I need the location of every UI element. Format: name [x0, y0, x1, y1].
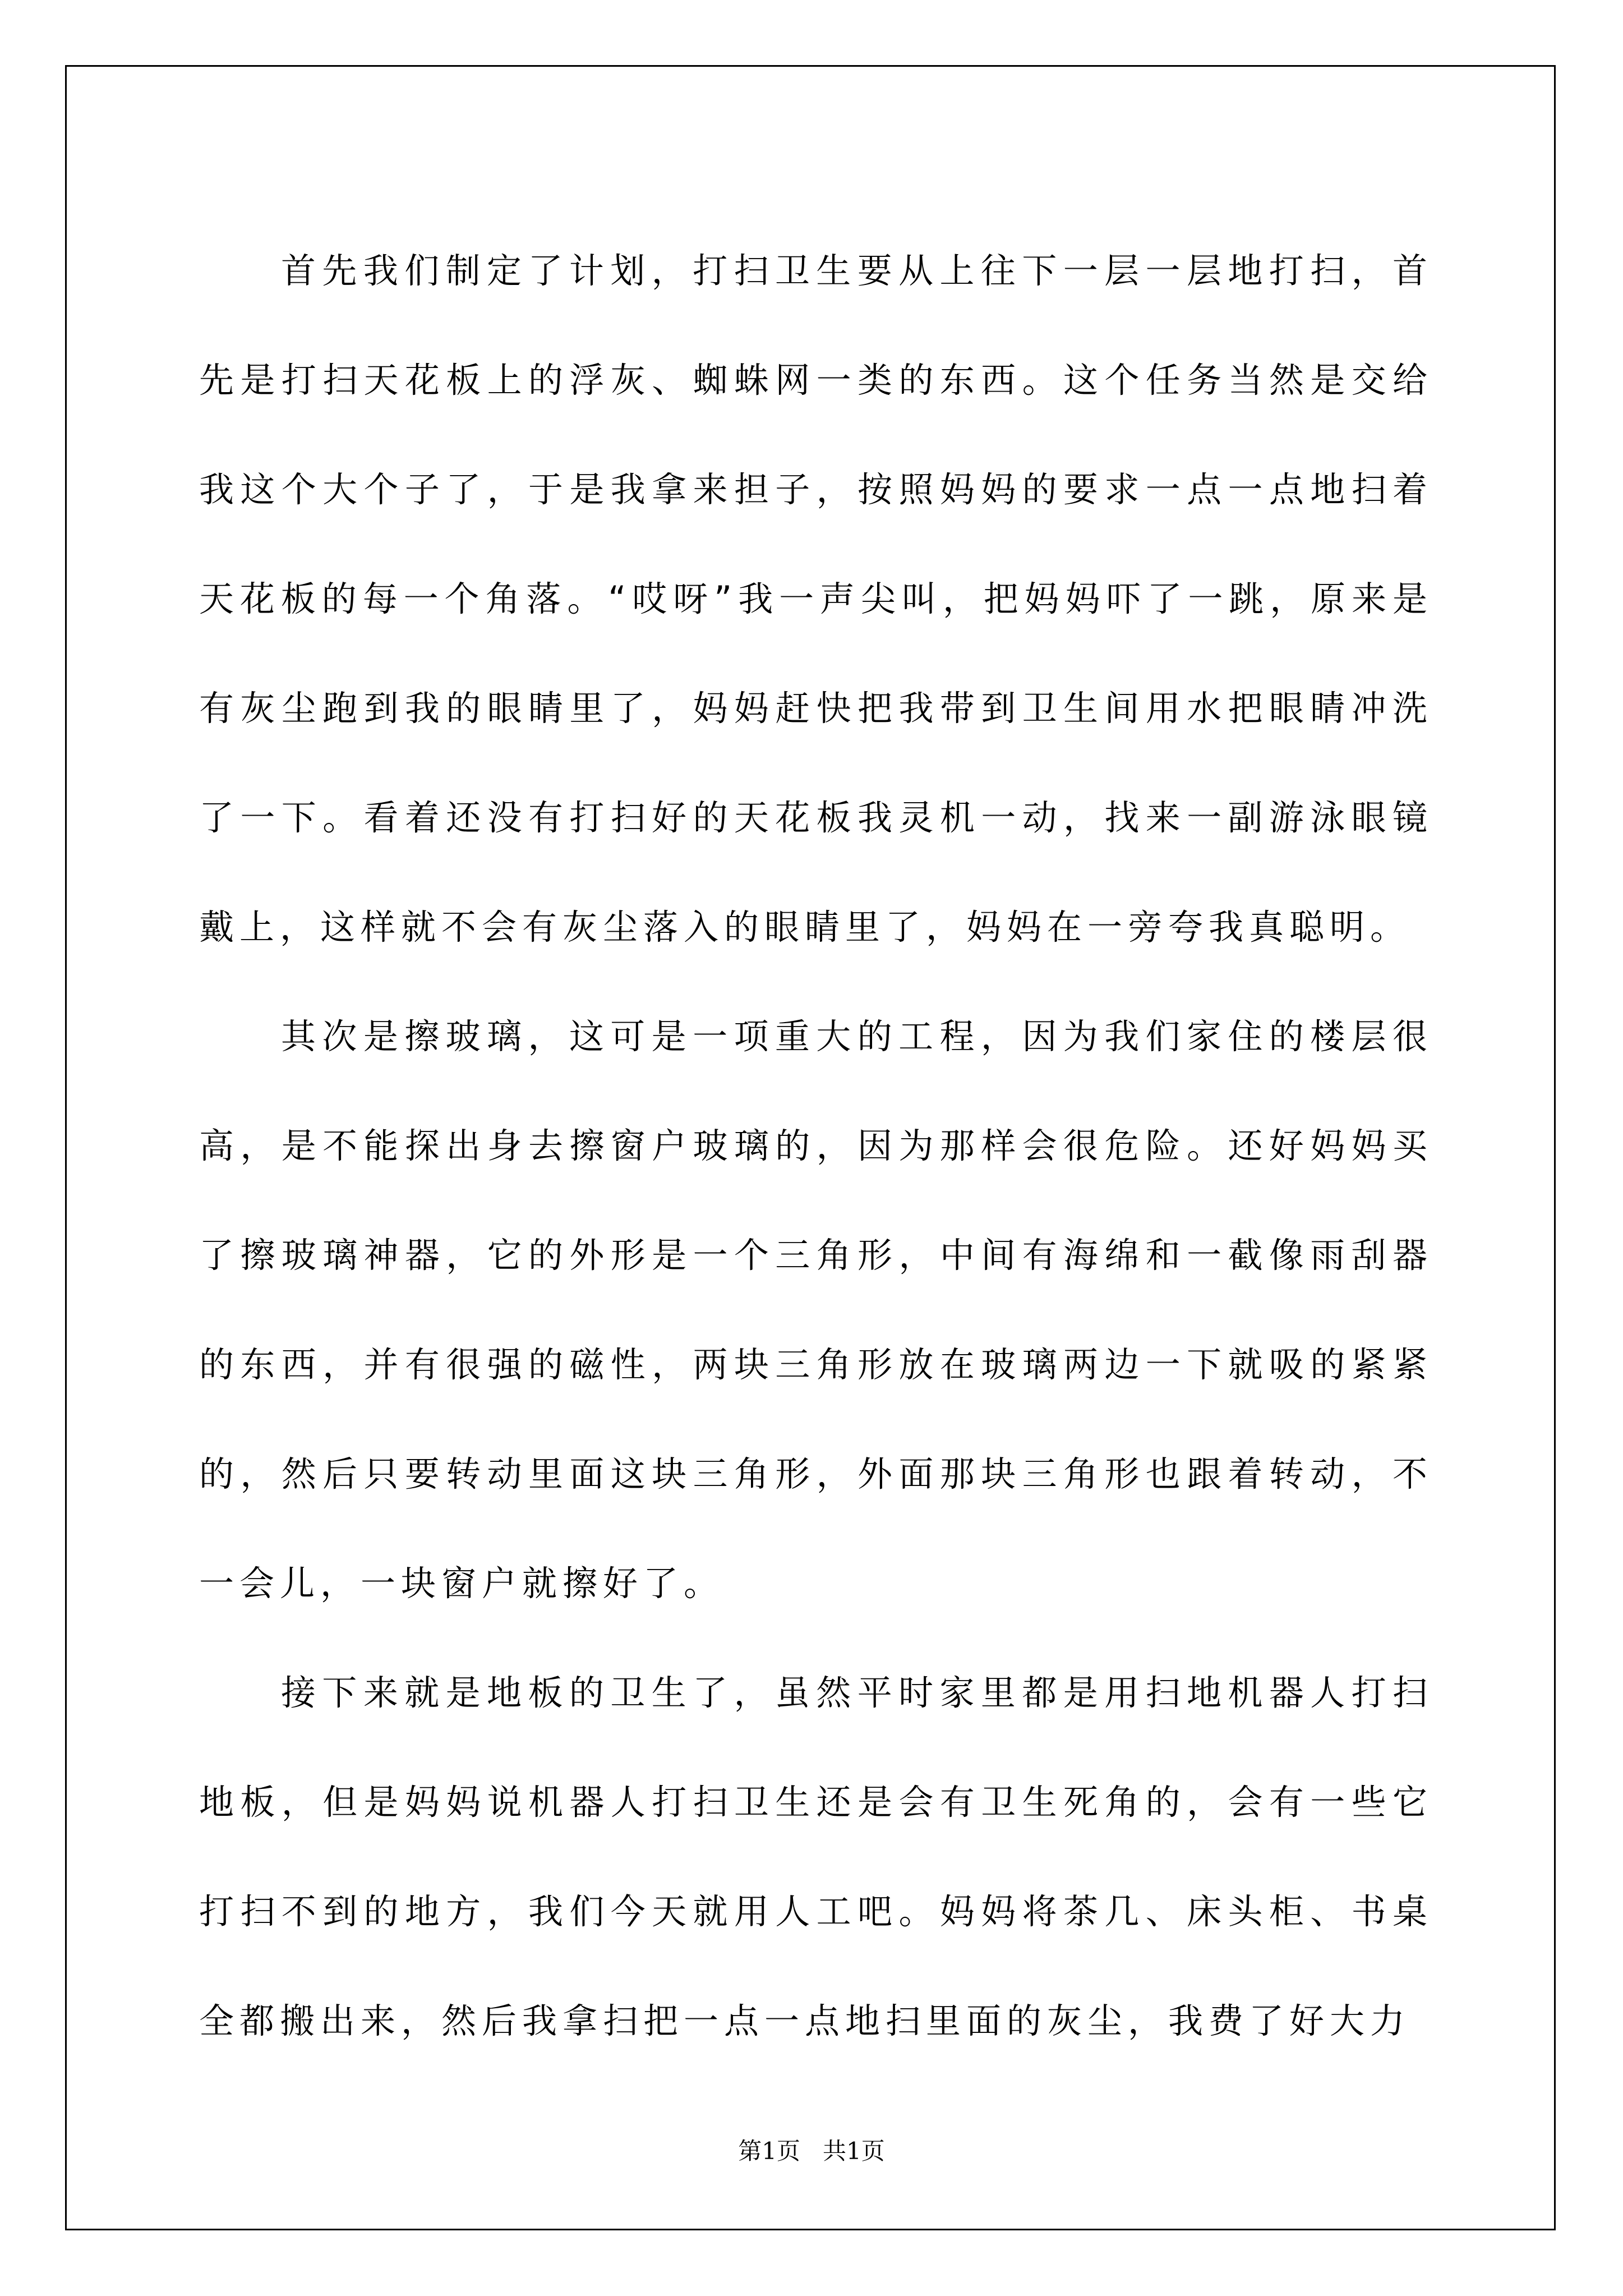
page-number-footer: 第1页 共1页: [738, 2137, 885, 2165]
paragraph-cleaning-ceiling: 首先我们制定了计划，打扫卫生要从上往下一层一层地打扫，首先是打扫天花板上的浮灰、蜘蛛网一类的东西。这个任务当然是交给我这个大个子了，于是我拿来担子，按照妈妈的要求一点一点地扫着天花板的每一个角落。“哎呀”我一声尖叫，把妈妈吓了一跳，原来是有灰尘跑到我的眼睛里了，妈妈赶快把我带到卫生间用水把眼睛冲洗了一下。看着还没有打扫好的天花板我灵机一动，找来一副游泳眼镜戴上，这样就不会有灰尘落入的眼睛里了，妈妈在一旁夸我真聪明。: [199, 250, 1433, 947]
paragraph-cleaning-windows: 其次是擦玻璃，这可是一项重大的工程，因为我们家住的楼层很高，是不能探出身去擦窗户玻璃的，因为那样会很危险。还好妈妈买了擦玻璃神器，它的外形是一个三角形，中间有海绵和一截像雨刮器的东西，并有很强的磁性，两块三角形放在玻璃两边一下就吸的紧紧的，然后只要转动里面这块三角形，外面那块三角形也跟着转动，不一会儿，一块窗户就擦好了。: [199, 1016, 1433, 1604]
document-body: [199, 216, 1433, 2076]
paragraph-cleaning-floor: 接下来就是地板的卫生了，虽然平时家里都是用扫地机器人打扫地板，但是妈妈说机器人打扫卫生还是会有卫生死角的，会有一些它打扫不到的地方，我们今天就用人工吧。妈妈将茶几、床头柜、书桌全都搬出来，然后我拿扫把一点一点地扫里面的灰尘，我费了好大力: [199, 1672, 1433, 2041]
